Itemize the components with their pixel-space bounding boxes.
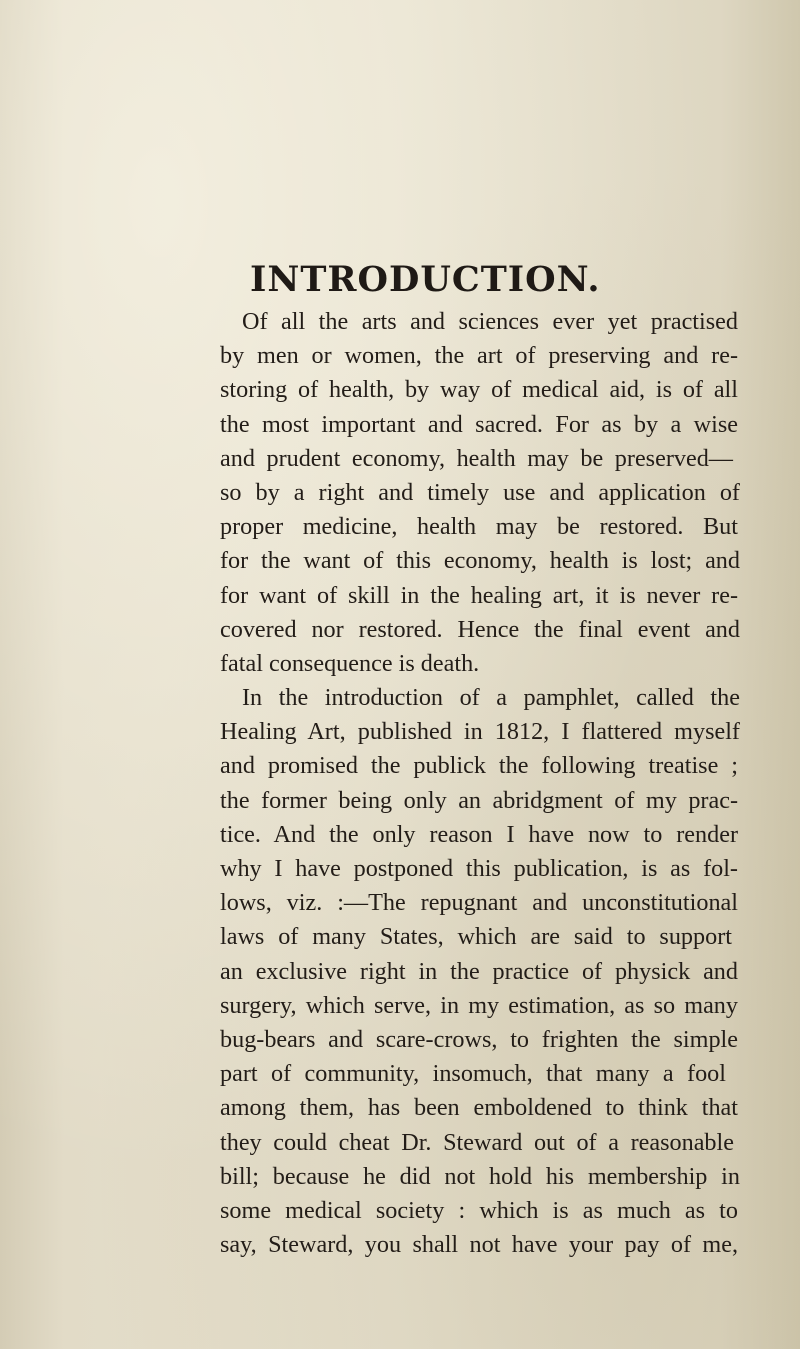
- text-line: for the want of this economy, health is lost; and: [220, 547, 740, 575]
- text-line: covered nor restored. Hence the final event and: [220, 615, 740, 643]
- text-line: bug-bears and scare-crows, to frighten the simple: [220, 1025, 738, 1053]
- text-line: say, Steward, you shall not have your pay of me,: [220, 1231, 738, 1259]
- text-line: Of all the arts and sciences ever yet practised: [242, 308, 738, 335]
- text-line: some medical society : which is as much as to: [220, 1196, 738, 1224]
- text-line: lows, viz. :—The repugnant and unconstitutional: [220, 889, 738, 917]
- text-line: among them, has been emboldened to think that: [220, 1094, 738, 1122]
- text-line: bill; because he did not hold his membership in: [220, 1162, 740, 1190]
- text-line: surgery, which serve, in my estimation, as so many: [220, 991, 738, 1019]
- text-line: proper medicine, health may be restored. But: [220, 513, 738, 541]
- text-line: storing of health, by way of medical aid, is of all: [220, 376, 738, 404]
- body-text: [220, 305, 740, 1262]
- chapter-heading: INTRODUCTION.: [250, 259, 601, 300]
- text-line: the most important and sacred. For as by a wise: [220, 410, 738, 438]
- text-line: they could cheat Dr. Steward out of a reasonable: [220, 1128, 734, 1156]
- text-line: and prudent economy, health may be preserved—: [220, 444, 733, 472]
- text-line: an exclusive right in the practice of physick and: [220, 957, 738, 985]
- text-line: part of community, insomuch, that many a fool: [220, 1060, 726, 1088]
- text-line: Healing Art, published in 1812, I flattered myself: [220, 718, 740, 746]
- text-line: tice. And the only reason I have now to render: [220, 820, 738, 848]
- text-line: fatal consequence is death.: [220, 649, 480, 677]
- text-line: and promised the publick the following treatise ;: [220, 752, 738, 780]
- text-line: the former being only an abridgment of my prac-: [220, 786, 738, 814]
- text-line: why I have postponed this publication, is as fol-: [220, 855, 738, 882]
- text-line: by men or women, the art of preserving and re-: [220, 342, 738, 370]
- text-line: laws of many States, which are said to support: [220, 923, 732, 951]
- text-line: for want of skill in the healing art, it is never re-: [220, 581, 738, 609]
- text-line: In the introduction of a pamphlet, called the: [242, 684, 740, 712]
- text-line: so by a right and timely use and application of: [220, 478, 740, 506]
